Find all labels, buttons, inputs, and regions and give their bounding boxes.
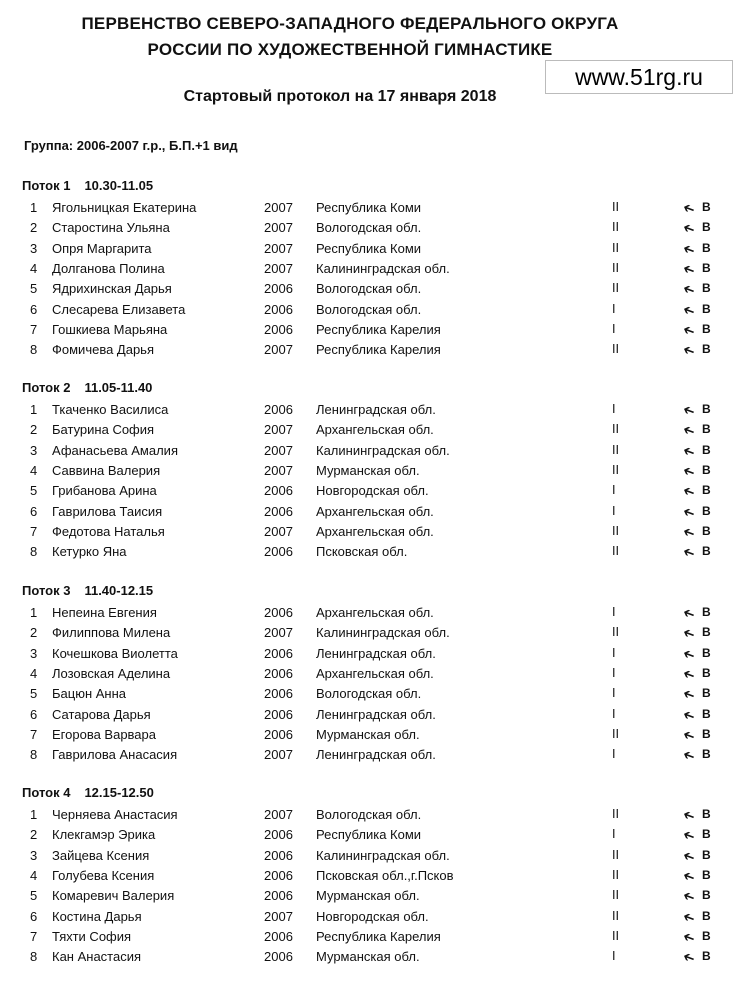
athlete-name: Старостина Ульяна [52, 220, 170, 236]
ribbon-stick-icon: ➔ [680, 907, 698, 927]
apparatus-code: В [702, 301, 711, 316]
ribbon-stick-icon: ➔ [680, 745, 698, 765]
athlete-region: Вологодская обл. [316, 807, 422, 822]
athlete-number: 5 [30, 686, 38, 702]
sport-rank: II [612, 726, 620, 741]
birth-year: 2006 [264, 645, 293, 661]
table-row [0, 281, 741, 301]
apparatus-code: В [702, 908, 711, 923]
athlete-region: Мурманская обл. [316, 726, 420, 742]
birth-year: 2007 [264, 462, 293, 478]
sport-rank: I [612, 827, 616, 842]
athlete-number: 1 [30, 402, 38, 417]
sport-rank: II [612, 200, 620, 214]
ribbon-stick-icon: ➔ [680, 927, 698, 947]
birth-year: 2007 [264, 908, 293, 924]
apparatus-code: В [702, 402, 711, 416]
sport-rank: I [612, 665, 616, 680]
athlete-number: 8 [30, 747, 38, 763]
birth-year: 2006 [264, 847, 293, 863]
table-row [0, 848, 741, 868]
athlete-name: Гаврилова Таисия [52, 503, 163, 519]
table-row [0, 422, 741, 442]
athlete-number: 5 [30, 281, 38, 297]
table-row [0, 544, 741, 564]
table-row [0, 686, 741, 706]
table-row [0, 220, 741, 240]
table-row [0, 827, 741, 847]
flow-time: 12.15-12.50 [84, 785, 154, 800]
birth-year: 2006 [264, 928, 293, 944]
sport-rank: II [612, 807, 620, 821]
birth-year: 2006 [264, 665, 293, 681]
flow-header [22, 583, 153, 598]
athlete-name: Кочешкова Виолетта [52, 645, 178, 661]
birth-year: 2007 [264, 422, 293, 438]
sport-rank: II [612, 220, 620, 235]
table-row [0, 949, 741, 969]
ribbon-stick-icon: ➔ [680, 542, 698, 562]
athlete-region: Архангельская обл. [316, 422, 434, 438]
sport-rank: I [612, 949, 616, 964]
birth-year: 2006 [264, 281, 293, 297]
athlete-name: Бацюн Анна [52, 686, 127, 702]
athlete-number: 3 [30, 240, 38, 256]
athlete-region: Архангельская обл. [316, 605, 434, 620]
athlete-name: Кан Анастасия [52, 949, 142, 965]
birth-year: 2006 [264, 544, 293, 560]
birth-year: 2007 [264, 342, 293, 358]
athlete-name: Непеина Евгения [52, 605, 157, 620]
table-row [0, 888, 741, 908]
athlete-name: Сатарова Дарья [52, 706, 151, 722]
apparatus-code: В [702, 605, 711, 619]
birth-year: 2006 [264, 483, 293, 499]
ribbon-stick-icon: ➔ [680, 805, 698, 825]
ribbon-stick-icon: ➔ [680, 522, 698, 542]
ribbon-stick-icon: ➔ [680, 198, 698, 218]
table-row [0, 666, 741, 686]
athlete-name: Опря Маргарита [52, 240, 152, 256]
athlete-name: Клекгамэр Эрика [52, 827, 156, 843]
ribbon-stick-icon: ➔ [680, 725, 698, 745]
athlete-number: 5 [30, 483, 38, 499]
birth-year: 2006 [264, 321, 293, 337]
athlete-number: 8 [30, 342, 38, 358]
athlete-region: Вологодская обл. [316, 281, 422, 297]
table-row [0, 707, 741, 727]
ribbon-stick-icon: ➔ [680, 400, 698, 420]
athlete-region: Ленинградская обл. [316, 706, 436, 722]
athlete-number: 6 [30, 908, 38, 924]
apparatus-code: В [702, 807, 711, 821]
ribbon-stick-icon: ➔ [680, 502, 698, 522]
athlete-region: Новгородская обл. [316, 908, 429, 924]
sport-rank: II [612, 908, 620, 923]
flow-time: 11.40-12.15 [84, 583, 154, 598]
athlete-name: Ядрихинская Дарья [52, 281, 172, 297]
birth-year: 2007 [264, 200, 293, 215]
apparatus-code: В [702, 503, 711, 518]
athlete-name: Федотова Наталья [52, 523, 165, 539]
birth-year: 2007 [264, 747, 293, 763]
table-row [0, 443, 741, 463]
athlete-region: Республика Карелия [316, 342, 441, 358]
birth-year: 2006 [264, 605, 293, 620]
athlete-name: Долганова Полина [52, 260, 165, 276]
table-row [0, 625, 741, 645]
athlete-number: 1 [30, 605, 38, 620]
athlete-region: Калининградская обл. [316, 442, 450, 458]
apparatus-code: В [702, 483, 711, 498]
ribbon-stick-icon: ➔ [680, 603, 698, 623]
table-row [0, 302, 741, 322]
athlete-number: 4 [30, 867, 38, 883]
table-row [0, 868, 741, 888]
athlete-number: 4 [30, 260, 38, 276]
athlete-number: 2 [30, 422, 38, 438]
athlete-region: Ленинградская обл. [316, 402, 436, 417]
flow-label: Поток 1 [22, 178, 71, 193]
flow-label: Поток 2 [22, 380, 71, 395]
athlete-region: Мурманская обл. [316, 462, 420, 478]
apparatus-code: В [702, 442, 711, 457]
website-watermark: www.51rg.ru [545, 60, 733, 94]
sport-rank: I [612, 706, 616, 721]
athlete-number: 3 [30, 442, 38, 458]
athlete-region: Архангельская обл. [316, 665, 434, 681]
sport-rank: II [612, 928, 620, 943]
apparatus-code: В [702, 827, 711, 842]
ribbon-stick-icon: ➔ [680, 340, 698, 360]
ribbon-stick-icon: ➔ [680, 481, 698, 501]
ribbon-stick-icon: ➔ [680, 825, 698, 845]
table-row [0, 909, 741, 929]
flow-header [22, 785, 154, 800]
apparatus-code: В [702, 321, 711, 336]
athlete-name: Черняева Анастасия [52, 807, 178, 822]
table-row [0, 200, 741, 220]
athlete-region: Мурманская обл. [316, 949, 420, 965]
athlete-name: Гошкиева Марьяна [52, 321, 168, 337]
athlete-name: Ягольницкая Екатерина [52, 200, 197, 215]
ribbon-stick-icon: ➔ [680, 705, 698, 725]
table-row [0, 504, 741, 524]
athlete-region: Ленинградская обл. [316, 747, 436, 763]
birth-year: 2007 [264, 220, 293, 236]
birth-year: 2007 [264, 260, 293, 276]
apparatus-code: В [702, 240, 711, 255]
apparatus-code: В [702, 928, 711, 943]
athlete-number: 3 [30, 847, 38, 863]
table-row [0, 483, 741, 503]
athlete-name: Афанасьева Амалия [52, 442, 178, 458]
athlete-region: Вологодская обл. [316, 686, 422, 702]
ribbon-stick-icon: ➔ [680, 623, 698, 643]
ribbon-stick-icon: ➔ [680, 320, 698, 340]
sport-rank: I [612, 686, 616, 701]
table-row [0, 727, 741, 747]
athlete-name: Филиппова Милена [52, 625, 171, 641]
athlete-name: Фомичева Дарья [52, 342, 154, 358]
table-row [0, 929, 741, 949]
ribbon-stick-icon: ➔ [680, 664, 698, 684]
flow-header [22, 178, 153, 193]
apparatus-code: В [702, 867, 711, 882]
athlete-name: Слесарева Елизавета [52, 301, 186, 317]
athlete-name: Кетурко Яна [52, 544, 127, 560]
sport-rank: II [612, 544, 620, 559]
sport-rank: II [612, 462, 620, 477]
athlete-number: 6 [30, 503, 38, 519]
birth-year: 2006 [264, 888, 293, 904]
athlete-number: 1 [30, 807, 38, 822]
apparatus-code: В [702, 665, 711, 680]
birth-year: 2006 [264, 706, 293, 722]
athlete-number: 7 [30, 321, 38, 337]
table-row [0, 807, 741, 827]
table-row [0, 241, 741, 261]
sport-rank: II [612, 422, 620, 437]
athlete-name: Саввина Валерия [52, 462, 161, 478]
birth-year: 2007 [264, 523, 293, 539]
athlete-number: 2 [30, 220, 38, 236]
athlete-name: Лозовская Аделина [52, 665, 171, 681]
table-row [0, 342, 741, 362]
sport-rank: II [612, 625, 620, 640]
athlete-number: 7 [30, 928, 38, 944]
sport-rank: II [612, 281, 620, 296]
athlete-region: Калининградская обл. [316, 847, 450, 863]
athlete-region: Республика Коми [316, 240, 422, 256]
athlete-number: 1 [30, 200, 38, 215]
apparatus-code: В [702, 888, 711, 903]
athlete-region: Республика Коми [316, 827, 422, 843]
apparatus-code: В [702, 706, 711, 721]
apparatus-code: В [702, 462, 711, 477]
flow-time: 11.05-11.40 [84, 380, 153, 395]
ribbon-stick-icon: ➔ [680, 441, 698, 461]
document-title-line2: РОССИИ ПО ХУДОЖЕСТВЕННОЙ ГИМНАСТИКЕ [147, 40, 553, 59]
sport-rank: II [612, 523, 620, 538]
birth-year: 2007 [264, 807, 293, 822]
ribbon-stick-icon: ➔ [680, 866, 698, 886]
table-row [0, 646, 741, 666]
birth-year: 2006 [264, 827, 293, 843]
sport-rank: I [612, 645, 616, 660]
athlete-region: Республика Коми [316, 200, 422, 215]
table-row [0, 322, 741, 342]
apparatus-code: В [702, 686, 711, 701]
athlete-region: Ленинградская обл. [316, 645, 436, 661]
athlete-region: Республика Карелия [316, 928, 441, 944]
birth-year: 2007 [264, 625, 293, 641]
athlete-name: Гаврилова Анасасия [52, 747, 178, 763]
ribbon-stick-icon: ➔ [680, 279, 698, 299]
athlete-number: 5 [30, 888, 38, 904]
ribbon-stick-icon: ➔ [680, 259, 698, 279]
sport-rank: I [612, 605, 616, 619]
group-info: Группа: 2006-2007 г.р., Б.П.+1 вид [24, 138, 238, 153]
flow-header [22, 380, 152, 395]
apparatus-code: В [702, 422, 711, 437]
athlete-region: Мурманская обл. [316, 888, 420, 904]
sport-rank: I [612, 402, 616, 416]
ribbon-stick-icon: ➔ [680, 300, 698, 320]
apparatus-code: В [702, 949, 711, 964]
apparatus-code: В [702, 200, 711, 214]
athlete-number: 8 [30, 949, 38, 965]
table-row [0, 747, 741, 767]
ribbon-stick-icon: ➔ [680, 684, 698, 704]
sport-rank: I [612, 747, 616, 762]
ribbon-stick-icon: ➔ [680, 218, 698, 238]
ribbon-stick-icon: ➔ [680, 461, 698, 481]
birth-year: 2006 [264, 686, 293, 702]
flow-time: 10.30-11.05 [84, 178, 154, 193]
table-row [0, 605, 741, 625]
athlete-name: Батурина София [52, 422, 155, 438]
apparatus-code: В [702, 726, 711, 741]
apparatus-code: В [702, 342, 711, 357]
ribbon-stick-icon: ➔ [680, 420, 698, 440]
athlete-name: Егорова Варвара [52, 726, 156, 742]
flow-label: Поток 4 [22, 785, 71, 800]
sport-rank: II [612, 888, 620, 903]
sport-rank: II [612, 847, 620, 862]
athlete-region: Калининградская обл. [316, 260, 450, 276]
table-row [0, 261, 741, 281]
ribbon-stick-icon: ➔ [680, 239, 698, 259]
apparatus-code: В [702, 747, 711, 762]
athlete-name: Грибанова Арина [52, 483, 157, 499]
table-row [0, 463, 741, 483]
flow-label: Поток 3 [22, 583, 71, 598]
apparatus-code: В [702, 625, 711, 640]
athlete-region: Новгородская обл. [316, 483, 429, 499]
apparatus-code: В [702, 523, 711, 538]
birth-year: 2006 [264, 726, 293, 742]
athlete-region: Архангельская обл. [316, 523, 434, 539]
sport-rank: II [612, 442, 620, 457]
document-title-line1: ПЕРВЕНСТВО СЕВЕРО-ЗАПАДНОГО ФЕДЕРАЛЬНОГО ОКРУГА [81, 14, 619, 33]
apparatus-code: В [702, 281, 711, 296]
birth-year: 2006 [264, 867, 293, 883]
athlete-name: Комаревич Валерия [52, 888, 175, 904]
sport-rank: II [612, 867, 620, 882]
ribbon-stick-icon: ➔ [680, 644, 698, 664]
birth-year: 2006 [264, 949, 293, 965]
athlete-number: 4 [30, 462, 38, 478]
table-row [0, 524, 741, 544]
athlete-name: Зайцева Ксения [52, 847, 150, 863]
apparatus-code: В [702, 220, 711, 235]
athlete-region: Калининградская обл. [316, 625, 450, 641]
athlete-number: 7 [30, 523, 38, 539]
protocol-subtitle: Стартовый протокол на 17 января 2018 [183, 88, 497, 105]
sport-rank: II [612, 260, 620, 275]
ribbon-stick-icon: ➔ [680, 846, 698, 866]
athlete-name: Тяхти София [52, 928, 132, 944]
athlete-region: Вологодская обл. [316, 301, 422, 317]
birth-year: 2007 [264, 240, 293, 256]
athlete-name: Голубева Ксения [52, 867, 155, 883]
birth-year: 2006 [264, 301, 293, 317]
apparatus-code: В [702, 544, 711, 559]
sport-rank: I [612, 321, 616, 336]
athlete-region: Республика Карелия [316, 321, 441, 337]
athlete-name: Ткаченко Василиса [52, 402, 169, 417]
sport-rank: I [612, 483, 616, 498]
athlete-number: 8 [30, 544, 38, 560]
athlete-region: Псковская обл. [316, 544, 408, 560]
athlete-number: 6 [30, 301, 38, 317]
athlete-name: Костина Дарья [52, 908, 142, 924]
birth-year: 2007 [264, 442, 293, 458]
ribbon-stick-icon: ➔ [680, 886, 698, 906]
sport-rank: I [612, 301, 616, 316]
birth-year: 2006 [264, 402, 293, 417]
athlete-number: 7 [30, 726, 38, 742]
athlete-number: 2 [30, 827, 38, 843]
apparatus-code: В [702, 645, 711, 660]
athlete-region: Архангельская обл. [316, 503, 434, 519]
sport-rank: II [612, 240, 620, 255]
sport-rank: I [612, 503, 616, 518]
sport-rank: II [612, 342, 620, 357]
apparatus-code: В [702, 260, 711, 275]
birth-year: 2006 [264, 503, 293, 519]
athlete-region: Вологодская обл. [316, 220, 422, 236]
apparatus-code: В [702, 847, 711, 862]
athlete-number: 4 [30, 665, 38, 681]
athlete-number: 3 [30, 645, 38, 661]
ribbon-stick-icon: ➔ [680, 947, 698, 967]
athlete-number: 6 [30, 706, 38, 722]
athlete-region: Псковская обл.,г.Псков [316, 867, 454, 883]
table-row [0, 402, 741, 422]
athlete-number: 2 [30, 625, 38, 641]
